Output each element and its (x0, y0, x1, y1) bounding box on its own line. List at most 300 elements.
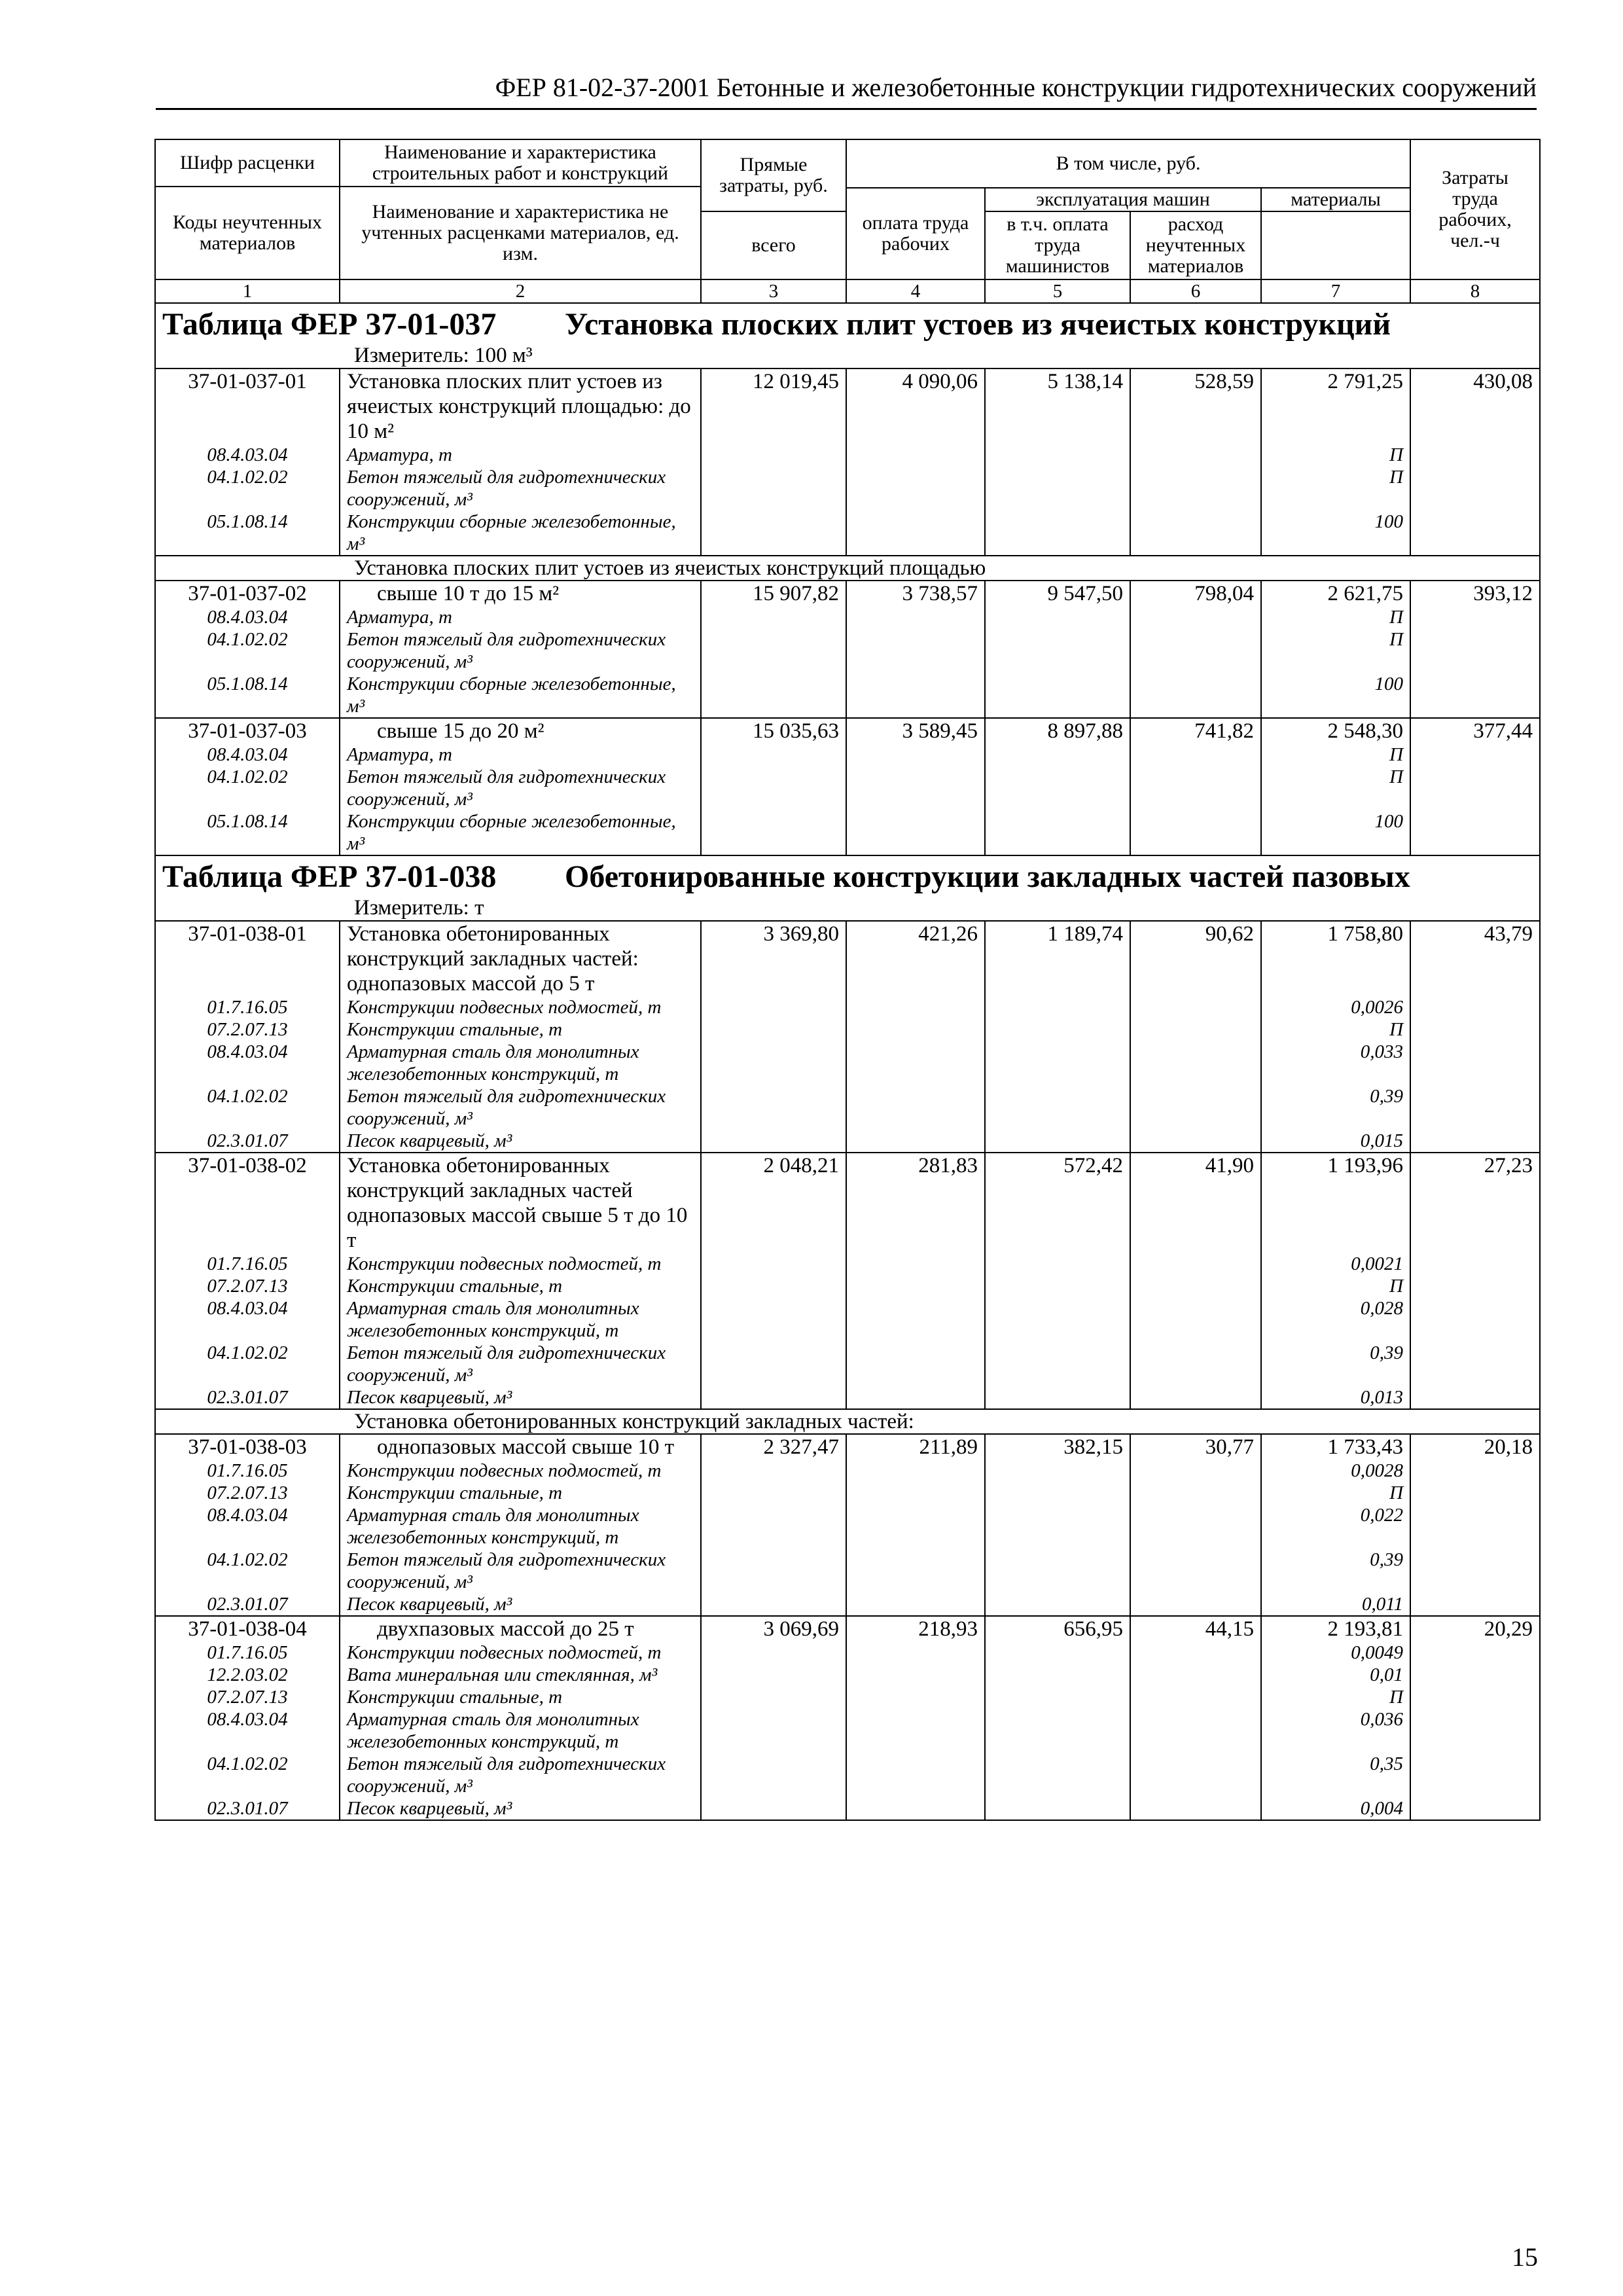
empty-cell (701, 1593, 846, 1616)
resource-row (155, 1085, 1540, 1130)
rate-description: свыше 10 т до 15 м² (340, 581, 701, 606)
resource-name: Бетон тяжелый для гидротехнических сооружений, м³ (340, 1342, 701, 1386)
empty-cell (1410, 606, 1540, 628)
resource-code: 07.2.07.13 (155, 1018, 340, 1041)
empty-cell (1130, 766, 1261, 810)
resource-name: Арматурная сталь для монолитных железобетонных конструкций, т (340, 1041, 701, 1085)
resource-consumption: 0,036 (1261, 1708, 1410, 1753)
resource-row (155, 606, 1540, 628)
section-title-cell (155, 855, 1540, 921)
empty-cell (1410, 1342, 1540, 1386)
resource-row (155, 1018, 1540, 1041)
empty-cell (846, 810, 985, 855)
resource-code: 02.3.01.07 (155, 1386, 340, 1409)
empty-cell (701, 1797, 846, 1820)
machines-total: 656,95 (985, 1616, 1130, 1641)
empty-cell (701, 628, 846, 673)
resource-name: Конструкции подвесных подмостей, т (340, 1460, 701, 1482)
resource-code: 08.4.03.04 (155, 1504, 340, 1549)
column-number: 2 (340, 279, 701, 303)
resource-name: Арматура, т (340, 744, 701, 766)
empty-cell (1130, 1018, 1261, 1041)
machines-driver-pay: 528,59 (1130, 368, 1261, 444)
labor-pay: 3 589,45 (846, 718, 985, 744)
group-note: Установка обетонированных конструкций закладных частей: (354, 1410, 914, 1433)
rate-description: однопазовых массой свыше 10 т (340, 1434, 701, 1460)
machines-driver-pay: 90,62 (1130, 921, 1261, 996)
empty-cell (846, 1130, 985, 1153)
header-cipher: Шифр расценки (155, 139, 340, 187)
resource-code: 04.1.02.02 (155, 628, 340, 673)
resource-name: Арматура, т (340, 444, 701, 466)
empty-cell (701, 996, 846, 1018)
rate-row (155, 1153, 1540, 1253)
resource-row (155, 1386, 1540, 1409)
resource-consumption: П (1261, 628, 1410, 673)
empty-cell (846, 1641, 985, 1664)
empty-cell (1410, 1297, 1540, 1342)
empty-cell (701, 1041, 846, 1085)
section-title-cell (155, 303, 1540, 368)
resource-row (155, 1460, 1540, 1482)
empty-cell (1410, 810, 1540, 855)
resource-row (155, 1297, 1540, 1342)
rate-code: 37-01-037-02 (155, 581, 340, 606)
empty-cell (985, 1386, 1130, 1409)
header-machines-total: всего (701, 211, 846, 279)
resource-row (155, 1275, 1540, 1297)
empty-cell (1130, 1549, 1261, 1593)
empty-cell (1410, 673, 1540, 718)
empty-cell (985, 766, 1130, 810)
resource-row (155, 444, 1540, 466)
resource-code: 04.1.02.02 (155, 1342, 340, 1386)
empty-cell (1130, 1686, 1261, 1708)
resource-consumption: 100 (1261, 673, 1410, 718)
empty-cell (701, 1708, 846, 1753)
resource-code: 05.1.08.14 (155, 673, 340, 718)
empty-cell (846, 1085, 985, 1130)
materials-cost: 1 733,43 (1261, 1434, 1410, 1460)
table-title: Обетонированные конструкции закладных частей пазовых (565, 859, 1410, 894)
empty-cell (1410, 628, 1540, 673)
labor-pay: 211,89 (846, 1434, 985, 1460)
empty-cell (1130, 1253, 1261, 1275)
empty-cell (1130, 466, 1261, 511)
resource-code: 12.2.03.02 (155, 1664, 340, 1686)
resource-code: 05.1.08.14 (155, 810, 340, 855)
materials-cost: 1 758,80 (1261, 921, 1410, 996)
resource-code: 08.4.03.04 (155, 1297, 340, 1342)
empty-cell (1410, 1504, 1540, 1549)
rate-code: 37-01-038-01 (155, 921, 340, 996)
empty-cell (1130, 744, 1261, 766)
column-number: 6 (1130, 279, 1261, 303)
resource-consumption: 0,011 (1261, 1593, 1410, 1616)
resource-name: Песок кварцевый, м³ (340, 1593, 701, 1616)
empty-cell (846, 1797, 985, 1820)
resource-consumption: П (1261, 1018, 1410, 1041)
empty-cell (701, 444, 846, 466)
empty-cell (701, 1085, 846, 1130)
resource-name: Конструкции подвесных подмостей, т (340, 1253, 701, 1275)
resource-name: Бетон тяжелый для гидротехнических сооружений, м³ (340, 1753, 701, 1797)
resource-code: 02.3.01.07 (155, 1593, 340, 1616)
page-header: ФЕР 81-02-37-2001 Бетонные и железобетонные конструкции гидротехнических сооружений (495, 73, 1537, 102)
resource-consumption: 0,033 (1261, 1041, 1410, 1085)
empty-cell (1410, 1460, 1540, 1482)
resource-consumption: 0,0049 (1261, 1641, 1410, 1664)
empty-cell (1410, 766, 1540, 810)
empty-cell (701, 1686, 846, 1708)
resource-name: Бетон тяжелый для гидротехнических сооружений, м³ (340, 628, 701, 673)
resource-consumption: 0,01 (1261, 1664, 1410, 1686)
empty-cell (1410, 444, 1540, 466)
machines-driver-pay: 41,90 (1130, 1153, 1261, 1253)
resource-consumption: 0,39 (1261, 1342, 1410, 1386)
rate-row (155, 581, 1540, 606)
empty-cell (846, 1386, 985, 1409)
empty-cell (846, 673, 985, 718)
empty-cell (1410, 1386, 1540, 1409)
machines-total: 572,42 (985, 1153, 1130, 1253)
rate-row (155, 368, 1540, 444)
header-materials: материалы (1261, 188, 1410, 211)
resource-consumption: 0,022 (1261, 1504, 1410, 1549)
empty-cell (985, 1342, 1130, 1386)
resource-row (155, 1342, 1540, 1386)
empty-cell (1410, 511, 1540, 556)
resource-row (155, 466, 1540, 511)
empty-cell (1410, 1686, 1540, 1708)
resource-code: 02.3.01.07 (155, 1797, 340, 1820)
empty-cell (985, 1593, 1130, 1616)
resource-row (155, 766, 1540, 810)
empty-cell (985, 1085, 1130, 1130)
machines-driver-pay: 741,82 (1130, 718, 1261, 744)
empty-cell (1130, 1664, 1261, 1686)
resource-code: 01.7.16.05 (155, 1460, 340, 1482)
empty-cell (701, 466, 846, 511)
labor-pay: 421,26 (846, 921, 985, 996)
empty-cell (1130, 1386, 1261, 1409)
group-note-row (155, 1409, 1540, 1434)
resource-row (155, 1504, 1540, 1549)
empty-cell (846, 1686, 985, 1708)
column-number: 1 (155, 279, 340, 303)
direct-costs: 15 035,63 (701, 718, 846, 744)
empty-cell (1410, 1797, 1540, 1820)
empty-cell (985, 1041, 1130, 1085)
direct-costs: 3 369,80 (701, 921, 846, 996)
empty-cell (701, 1253, 846, 1275)
empty-cell (1410, 1753, 1540, 1797)
resource-name: Конструкции сборные железобетонные, м³ (340, 810, 701, 855)
rate-row (155, 718, 1540, 744)
rate-description: двухпазовых массой до 25 т (340, 1616, 701, 1641)
empty-cell (1130, 1641, 1261, 1664)
empty-cell (701, 1460, 846, 1482)
resource-name: Бетон тяжелый для гидротехнических сооружений, м³ (340, 1549, 701, 1593)
resource-code: 04.1.02.02 (155, 1753, 340, 1797)
resource-name: Арматурная сталь для монолитных железобетонных конструкций, т (340, 1504, 701, 1549)
table-number: Таблица ФЕР 37-01-037 (162, 307, 497, 342)
empty-cell (985, 1460, 1130, 1482)
empty-cell (701, 1664, 846, 1686)
header-labor-pay: оплата труда рабочих (846, 188, 985, 279)
empty-cell (701, 1130, 846, 1153)
group-note-cell (155, 1409, 1540, 1434)
resource-consumption: П (1261, 766, 1410, 810)
resource-name: Вата минеральная или стеклянная, м³ (340, 1664, 701, 1686)
empty-cell (1410, 1641, 1540, 1664)
empty-cell (1130, 1275, 1261, 1297)
resource-consumption: П (1261, 1275, 1410, 1297)
machines-total: 5 138,14 (985, 368, 1130, 444)
resource-code: 05.1.08.14 (155, 511, 340, 556)
resource-code: 08.4.03.04 (155, 1041, 340, 1085)
labor-hours: 43,79 (1410, 921, 1540, 996)
empty-cell (701, 1386, 846, 1409)
resource-consumption: 0,39 (1261, 1549, 1410, 1593)
labor-pay: 4 090,06 (846, 368, 985, 444)
group-note: Установка плоских плит устоев из ячеистых конструкций площадью (354, 556, 986, 580)
resource-consumption: 0,35 (1261, 1753, 1410, 1797)
empty-cell (1410, 744, 1540, 766)
empty-cell (846, 1504, 985, 1549)
direct-costs: 2 048,21 (701, 1153, 846, 1253)
resource-row (155, 810, 1540, 855)
section-title (162, 306, 1533, 343)
resource-row (155, 1482, 1540, 1504)
empty-cell (701, 1342, 846, 1386)
header-machines-driver: в т.ч. оплата труда машинистов (985, 211, 1130, 279)
resource-name: Арматурная сталь для монолитных железобетонных конструкций, т (340, 1708, 701, 1753)
empty-cell (701, 1549, 846, 1593)
rate-code: 37-01-038-02 (155, 1153, 340, 1253)
unit-of-measure: Измеритель: 100 м³ (354, 344, 533, 367)
empty-cell (701, 1018, 846, 1041)
header-direct: Прямые затраты, руб. (701, 139, 846, 211)
resource-row (155, 1130, 1540, 1153)
empty-cell (701, 511, 846, 556)
empty-cell (701, 606, 846, 628)
resource-row (155, 1041, 1540, 1085)
resource-code: 08.4.03.04 (155, 444, 340, 466)
resource-name: Конструкции стальные, т (340, 1275, 701, 1297)
empty-cell (985, 1708, 1130, 1753)
rate-description: Установка плоских плит устоев из ячеистых конструкций площадью: до 10 м² (340, 368, 701, 444)
empty-cell (846, 1275, 985, 1297)
empty-cell (1130, 1130, 1261, 1153)
machines-total: 382,15 (985, 1434, 1130, 1460)
direct-costs: 15 907,82 (701, 581, 846, 606)
empty-cell (1130, 1342, 1261, 1386)
empty-cell (1130, 606, 1261, 628)
empty-cell (985, 606, 1130, 628)
empty-cell (701, 766, 846, 810)
rates-table (154, 139, 1541, 1821)
empty-cell (985, 1664, 1130, 1686)
resource-consumption: П (1261, 606, 1410, 628)
resource-row (155, 744, 1540, 766)
empty-cell (985, 1753, 1130, 1797)
rate-row (155, 1434, 1540, 1460)
resource-consumption: П (1261, 744, 1410, 766)
header-rule (156, 108, 1537, 110)
empty-cell (985, 673, 1130, 718)
empty-cell (701, 744, 846, 766)
labor-hours: 20,18 (1410, 1434, 1540, 1460)
column-number: 7 (1261, 279, 1410, 303)
resource-consumption: 0,0021 (1261, 1253, 1410, 1275)
labor-hours: 377,44 (1410, 718, 1540, 744)
empty-cell (985, 1482, 1130, 1504)
empty-cell (1410, 1041, 1540, 1085)
empty-cell (701, 1641, 846, 1664)
resource-consumption: 0,0028 (1261, 1460, 1410, 1482)
resource-name: Конструкции сборные железобетонные, м³ (340, 673, 701, 718)
empty-cell (701, 673, 846, 718)
resource-consumption: П (1261, 444, 1410, 466)
resource-consumption: 100 (1261, 810, 1410, 855)
resource-name: Песок кварцевый, м³ (340, 1797, 701, 1820)
resource-code: 02.3.01.07 (155, 1130, 340, 1153)
resource-name: Арматура, т (340, 606, 701, 628)
empty-cell (846, 1297, 985, 1342)
resource-code: 01.7.16.05 (155, 1641, 340, 1664)
empty-cell (1130, 1085, 1261, 1130)
resource-consumption: 0,004 (1261, 1797, 1410, 1820)
section-header (155, 855, 1540, 921)
materials-cost: 2 621,75 (1261, 581, 1410, 606)
empty-cell (985, 1504, 1130, 1549)
resource-code: 04.1.02.02 (155, 1549, 340, 1593)
empty-cell (1410, 1664, 1540, 1686)
resource-consumption: 0,0026 (1261, 996, 1410, 1018)
resource-code: 04.1.02.02 (155, 766, 340, 810)
resource-name: Конструкции сборные железобетонные, м³ (340, 511, 701, 556)
machines-total: 8 897,88 (985, 718, 1130, 744)
resource-row (155, 511, 1540, 556)
direct-costs: 2 327,47 (701, 1434, 846, 1460)
header-materials-sub: расход неучтенных материалов (1130, 211, 1261, 279)
labor-pay: 218,93 (846, 1616, 985, 1641)
empty-cell (846, 1753, 985, 1797)
empty-cell (846, 466, 985, 511)
rate-code: 37-01-038-04 (155, 1616, 340, 1641)
resource-consumption: 100 (1261, 511, 1410, 556)
resource-code: 01.7.16.05 (155, 996, 340, 1018)
resource-name: Бетон тяжелый для гидротехнических сооружений, м³ (340, 766, 701, 810)
empty-cell (701, 1504, 846, 1549)
empty-cell (1130, 511, 1261, 556)
resource-consumption: П (1261, 466, 1410, 511)
labor-hours: 393,12 (1410, 581, 1540, 606)
resource-row (155, 1641, 1540, 1664)
empty-cell (1410, 1275, 1540, 1297)
table-title: Установка плоских плит устоев из ячеистых конструкций (565, 307, 1391, 342)
resource-code: 04.1.02.02 (155, 1085, 340, 1130)
empty-cell (846, 1708, 985, 1753)
direct-costs: 12 019,45 (701, 368, 846, 444)
labor-hours: 430,08 (1410, 368, 1540, 444)
empty-cell (846, 1593, 985, 1616)
header-machines: эксплуатация машин (985, 188, 1261, 211)
resource-name: Арматурная сталь для монолитных железобетонных конструкций, т (340, 1297, 701, 1342)
empty-cell (1410, 1708, 1540, 1753)
materials-cost: 2 193,81 (1261, 1616, 1410, 1641)
column-numbers-row (155, 279, 1540, 303)
machines-total: 1 189,74 (985, 921, 1130, 996)
empty-cell (701, 1297, 846, 1342)
resource-row (155, 1753, 1540, 1797)
resource-name: Песок кварцевый, м³ (340, 1130, 701, 1153)
empty-cell (846, 606, 985, 628)
resource-row (155, 1549, 1540, 1593)
resource-consumption: 0,013 (1261, 1386, 1410, 1409)
resource-name: Конструкции стальные, т (340, 1482, 701, 1504)
table-number: Таблица ФЕР 37-01-038 (162, 859, 497, 894)
machines-driver-pay: 30,77 (1130, 1434, 1261, 1460)
empty-cell (846, 1253, 985, 1275)
rate-description: свыше 15 до 20 м² (340, 718, 701, 744)
machines-total: 9 547,50 (985, 581, 1130, 606)
resource-code: 07.2.07.13 (155, 1275, 340, 1297)
column-number: 5 (985, 279, 1130, 303)
machines-driver-pay: 44,15 (1130, 1616, 1261, 1641)
header-codes: Коды неучтенных материалов (155, 187, 340, 279)
empty-cell (985, 1686, 1130, 1708)
rate-code: 37-01-038-03 (155, 1434, 340, 1460)
empty-cell (985, 996, 1130, 1018)
empty-cell (1130, 1504, 1261, 1549)
resource-consumption: 0,015 (1261, 1130, 1410, 1153)
column-number: 3 (701, 279, 846, 303)
column-number: 8 (1410, 279, 1540, 303)
empty-cell (701, 810, 846, 855)
section-header (155, 303, 1540, 368)
resource-row (155, 628, 1540, 673)
header-name-top: Наименование и характеристика строительных работ и конструкций (340, 139, 701, 187)
resource-code: 08.4.03.04 (155, 744, 340, 766)
resource-code: 08.4.03.04 (155, 1708, 340, 1753)
materials-cost: 2 791,25 (1261, 368, 1410, 444)
empty-cell (985, 1797, 1130, 1820)
direct-costs: 3 069,69 (701, 1616, 846, 1641)
empty-cell (1130, 1460, 1261, 1482)
resource-consumption: 0,39 (1261, 1085, 1410, 1130)
resource-row (155, 1664, 1540, 1686)
empty-cell (1410, 1593, 1540, 1616)
empty-cell (1130, 996, 1261, 1018)
labor-hours: 27,23 (1410, 1153, 1540, 1253)
group-note-row (155, 556, 1540, 581)
empty-cell (846, 1664, 985, 1686)
empty-cell (846, 628, 985, 673)
page-number: 15 (1512, 2242, 1538, 2272)
resource-name: Конструкции стальные, т (340, 1686, 701, 1708)
empty-cell (1410, 1130, 1540, 1153)
column-number: 4 (846, 279, 985, 303)
empty-cell (701, 1753, 846, 1797)
empty-cell (1130, 1041, 1261, 1085)
empty-cell (985, 810, 1130, 855)
empty-cell (1410, 996, 1540, 1018)
empty-cell (985, 466, 1130, 511)
header-labor: Затраты труда рабочих, чел.-ч (1410, 139, 1540, 279)
empty-cell (846, 1549, 985, 1593)
